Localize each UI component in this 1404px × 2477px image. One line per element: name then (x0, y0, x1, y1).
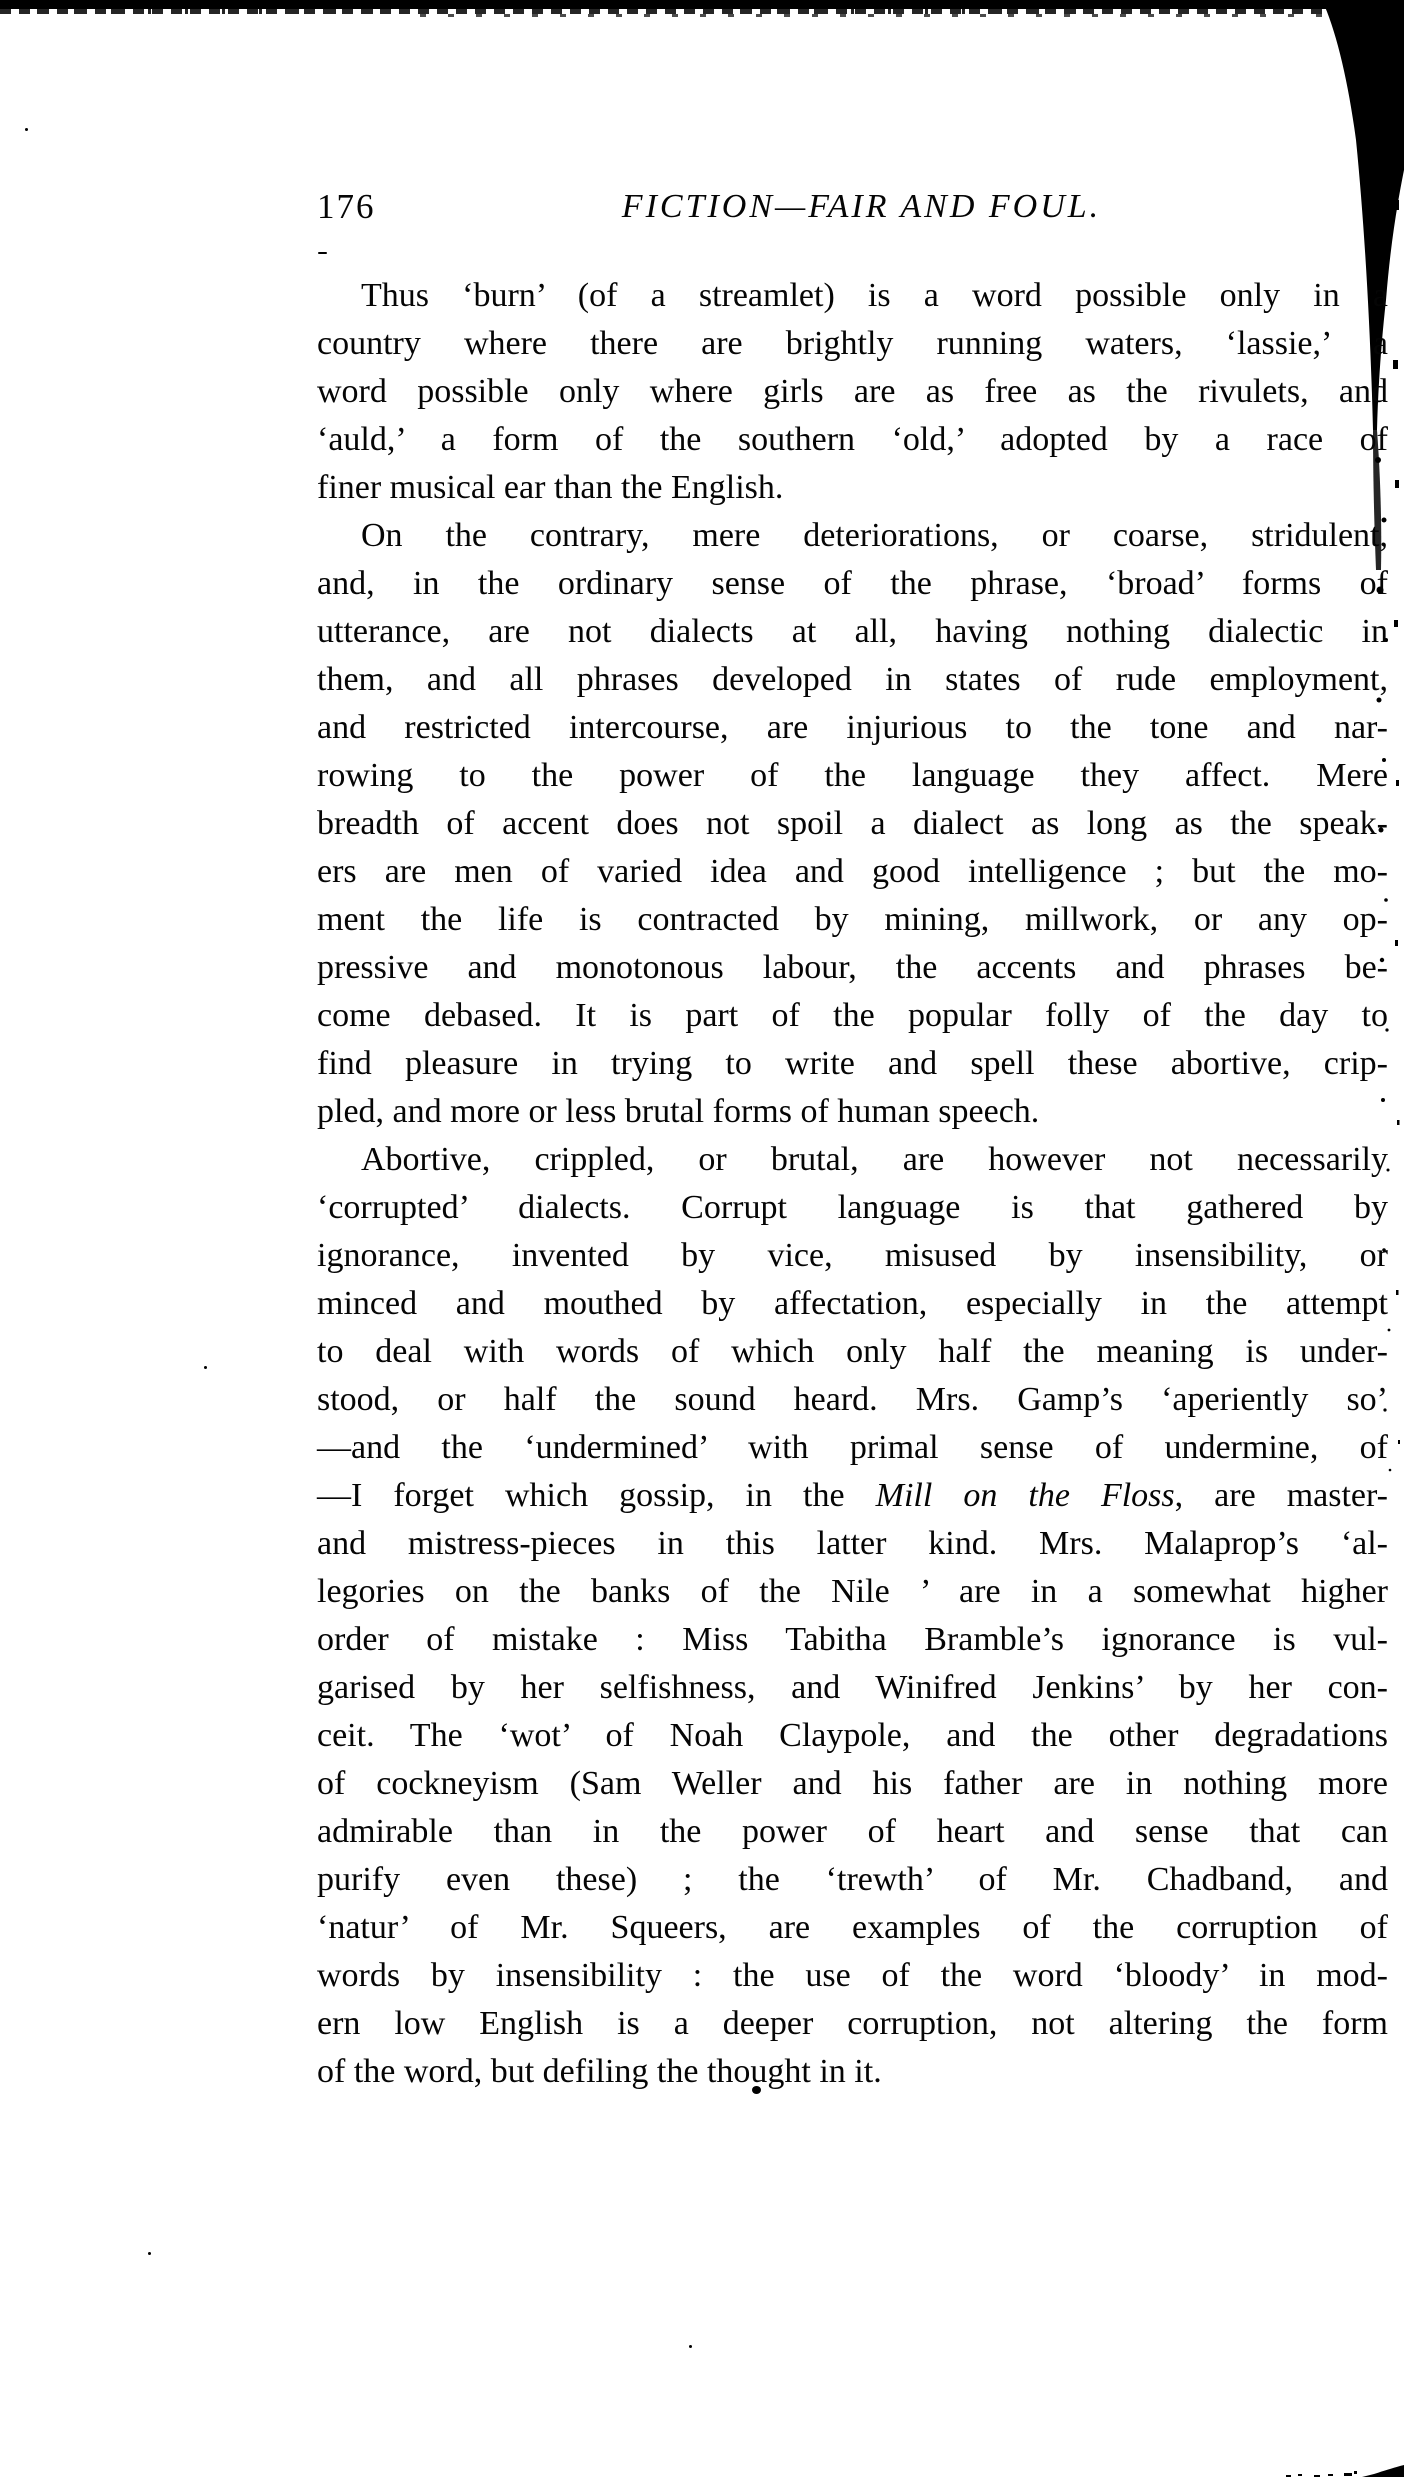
text-line: ‘natur’ of Mr. Squeers, are examples of the corruption of (317, 1909, 1388, 1946)
text-line: garised by her selfishness, and Winifred Jenkins’ by her con- (317, 1669, 1388, 1706)
text-line: —and the ‘undermined’ with primal sense of undermine, of (317, 1429, 1388, 1466)
text-line: admirable than in the power of heart and sense that can (317, 1813, 1388, 1850)
text-line: words by insensibility : the use of the word ‘bloody’ in mod- (317, 1957, 1388, 1994)
ink-speck (25, 128, 28, 131)
text-line: legories on the banks of the Nile ’ are in a somewhat higher (317, 1573, 1388, 1610)
ink-speck (204, 1366, 207, 1369)
text-line: to deal with words of which only half the meaning is under- (317, 1333, 1388, 1370)
text-line: order of mistake : Miss Tabitha Bramble’s ignorance is vul- (317, 1621, 1388, 1658)
text-line: finer musical ear than the English. (317, 469, 784, 506)
text-line: ment the life is contracted by mining, millwork, or any op- (317, 901, 1388, 938)
text-line: pled, and more or less brutal forms of human speech. (317, 1093, 1040, 1130)
text-line: ceit. The ‘wot’ of Noah Claypole, and the other degradations (317, 1717, 1388, 1754)
text-block (317, 272, 1388, 2096)
scan-bottom-edge-noise (1284, 2455, 1404, 2477)
text-line: and mistress-pieces in this latter kind. Mrs. Malaprop’s ‘al- (317, 1525, 1388, 1562)
text-line: utterance, are not dialects at all, having nothing dialectic in (317, 613, 1388, 650)
text-line: find pleasure in trying to write and spell these abortive, crip- (317, 1045, 1388, 1082)
text-line: purify even these) ; the ‘trewth’ of Mr. Chadband, and (317, 1861, 1388, 1898)
text-line: of cockneyism (Sam Weller and his father are in nothing more (317, 1765, 1388, 1802)
ink-speck (148, 2252, 151, 2255)
scan-top-edge-ragged-2 (420, 14, 1404, 17)
text-line: On the contrary, mere deteriorations, or coarse, stridulent, (361, 517, 1388, 554)
text-line: come debased. It is part of the popular folly of the day to (317, 997, 1388, 1034)
text-line: —I forget which gossip, in the Mill on the Floss, are master- (317, 1477, 1388, 1514)
text-line: Abortive, crippled, or brutal, are however not necessarily (361, 1141, 1388, 1178)
text-line: and restricted intercourse, are injurious to the tone and nar- (317, 709, 1388, 746)
text-line: stood, or half the sound heard. Mrs. Gamp’s ‘aperiently so’ (317, 1381, 1388, 1418)
text-line: pressive and monotonous labour, the accents and phrases be- (317, 949, 1388, 986)
scan-top-edge (0, 0, 1404, 9)
text-line: ‘auld,’ a form of the southern ‘old,’ adopted by a race of (317, 421, 1388, 458)
ink-speck (318, 252, 327, 254)
text-line: ers are men of varied idea and good intelligence ; but the mo- (317, 853, 1388, 890)
page-header-row (317, 186, 1388, 228)
text-line: word possible only where girls are as free as the rivulets, and (317, 373, 1388, 410)
text-line: breadth of accent does not spoil a dialect as long as the speak- (317, 805, 1388, 842)
text-line: rowing to the power of the language they affect. Mere (317, 757, 1388, 794)
page-number: 176 (317, 187, 376, 226)
text-line: and, in the ordinary sense of the phrase, ‘broad’ forms of (317, 565, 1388, 602)
text-line: ern low English is a deeper corruption, not altering the form (317, 2005, 1388, 2042)
text-line: of the word, but defiling the thought in it. (317, 2053, 882, 2090)
text-line: Thus ‘burn’ (of a streamlet) is a word possible only in a (361, 277, 1388, 314)
running-title: FICTION—FAIR AND FOUL. (621, 188, 1102, 225)
text-line: country where there are brightly running waters, ‘lassie,’ a (317, 325, 1388, 362)
text-line: minced and mouthed by affectation, especially in the attempt (317, 1285, 1388, 1322)
ink-speck (689, 2345, 692, 2348)
text-line: ‘corrupted’ dialects. Corrupt language is that gathered by (317, 1189, 1388, 1226)
text-line: them, and all phrases developed in states of rude employment, (317, 661, 1388, 698)
text-line: ignorance, invented by vice, misused by insensibility, or (317, 1237, 1388, 1274)
